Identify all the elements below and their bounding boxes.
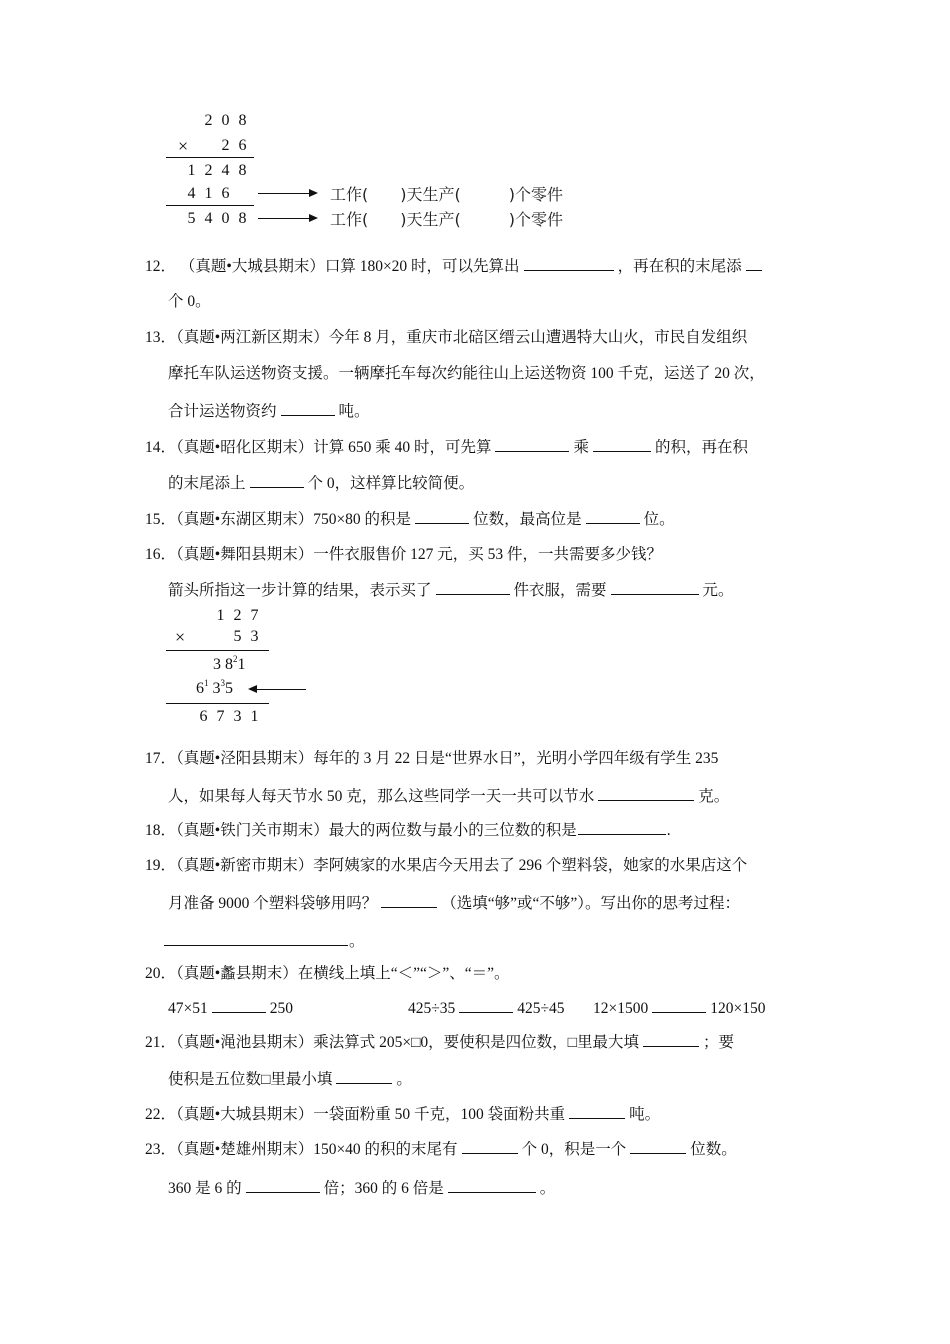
compare-2: 425÷35 425÷45 <box>408 1000 565 1017</box>
mult1-note2: 工作( )天生产( )个零件 <box>330 210 563 229</box>
mult2-multiplier: 5 3 <box>233 628 259 645</box>
answer-blank[interactable] <box>598 786 694 801</box>
rule-line <box>166 703 269 704</box>
answer-blank[interactable] <box>652 998 706 1013</box>
answer-blank[interactable] <box>436 580 510 595</box>
mult2-top: 1 2 7 <box>216 607 259 624</box>
question-13-line2: 摩托车队运送物资支援。一辆摩托车每次约能往山上运送物资 100 千克，运送了 20 次， <box>168 365 765 382</box>
answer-blank[interactable] <box>578 820 666 835</box>
compare-1: 47×51 250 <box>168 1000 293 1017</box>
answer-blank[interactable] <box>281 401 335 416</box>
answer-blank[interactable] <box>586 509 640 524</box>
rule-line <box>166 205 254 206</box>
mult2-partial2: $6^1$ $3^35$ <box>196 678 233 697</box>
compare-3: 12×1500 120×150 <box>593 1000 766 1017</box>
answer-blank[interactable] <box>164 931 348 946</box>
answer-blank[interactable] <box>643 1032 699 1047</box>
mult2-result: 6 7 3 1 <box>199 708 259 725</box>
answer-blank[interactable] <box>524 256 614 271</box>
question-15: 15．（真题•东湖区期末）750×80 的积是 位数，最高位是 位。 <box>145 511 675 528</box>
mult1-partial1: 1 2 4 8 <box>187 162 247 179</box>
question-14: 14．（真题•昭化区期末）计算 650 乘 40 时，可先算 乘 的积，再在积 <box>145 439 748 456</box>
answer-blank[interactable] <box>630 1139 686 1154</box>
question-13: 13．（真题•两江新区期末）今年 8 月，重庆市北碚区缙云山遭遇特大山火，市民自发组织 <box>145 329 748 346</box>
answer-blank[interactable] <box>246 1178 320 1193</box>
mult1-top: 2 0 8 <box>204 112 247 129</box>
question-14-line2: 的末尾添上 个 0，这样算比较简便。 <box>168 475 475 492</box>
answer-blank[interactable] <box>415 509 469 524</box>
answer-blank[interactable] <box>212 998 266 1013</box>
question-20: 20．（真题•蠡县期末）在横线上填上“＜”“＞”、“＝”。 <box>145 965 510 982</box>
question-19-line2: 月准备 9000 个塑料袋够用吗？ （选填“够”或“不够”）。写出你的思考过程： <box>168 895 741 912</box>
mult1-partial2: 4 1 6 <box>187 185 230 202</box>
mult1-result: 5 4 0 8 <box>187 210 247 227</box>
question-12-line2: 个 0。 <box>168 293 211 310</box>
answer-blank[interactable] <box>336 1069 392 1084</box>
rule-line <box>166 650 269 651</box>
answer-blank[interactable] <box>611 580 699 595</box>
mult1-note1: 工作( )天生产( )个零件 <box>330 185 563 204</box>
question-16: 16．（真题•舞阳县期末）一件衣服售价 127 元，买 53 件，一共需要多少钱？ <box>145 546 662 563</box>
times-sign: × <box>178 136 189 156</box>
answer-blank[interactable] <box>746 256 762 271</box>
question-16-line2: 箭头所指这一步计算的结果，表示买了 件衣服，需要 元。 <box>168 582 734 599</box>
question-21-line2: 使积是五位数□里最小填 。 <box>168 1071 412 1088</box>
question-17-line2: 人，如果每人每天节水 50 克，那么这些同学一天一共可以节水 克。 <box>168 788 730 805</box>
mult1-multiplier: 2 6 <box>221 137 247 154</box>
rule-line <box>166 157 254 158</box>
mult2-partial1: 3 $8^21$ <box>213 654 246 673</box>
question-22: 22．（真题•大城县期末）一袋面粉重 50 千克，100 袋面粉共重 吨。 <box>145 1106 661 1123</box>
question-21: 21．（真题•渑池县期末）乘法算式 205×□0，要使积是四位数，□里最大填 ；要 <box>145 1034 735 1051</box>
answer-blank[interactable] <box>593 437 651 452</box>
arrow-right-icon <box>258 218 316 219</box>
question-18: 18．（真题•铁门关市期末）最大的两位数与最小的三位数的积是 . <box>145 822 671 839</box>
question-23-line2: 360 是 6 的 倍；360 的 6 倍是 。 <box>168 1180 556 1197</box>
arrow-right-icon <box>258 193 316 194</box>
times-sign: × <box>175 627 186 647</box>
answer-blank[interactable] <box>462 1139 518 1154</box>
question-17: 17．（真题•泾阳县期末）每年的 3 月 22 日是“世界水日”，光明小学四年级有学生 235 <box>145 750 719 767</box>
question-13-line3: 合计运送物资约 吨。 <box>168 403 370 420</box>
answer-blank[interactable] <box>448 1178 536 1193</box>
answer-blank[interactable] <box>381 893 437 908</box>
answer-blank[interactable] <box>250 473 304 488</box>
question-19: 19．（真题•新密市期末）李阿姨家的水果店今天用去了 296 个塑料袋，她家的水果店这个 <box>145 857 748 874</box>
question-12: 12． （真题•大城县期末）口算 180×20 时，可以先算出 ，再在积的末尾添 <box>145 256 766 277</box>
answer-blank[interactable] <box>459 998 513 1013</box>
answer-blank[interactable] <box>569 1104 625 1119</box>
question-23: 23．（真题•楚雄州期末）150×40 的积的末尾有 个 0，积是一个 位数。 <box>145 1141 737 1158</box>
arrow-left-icon <box>250 689 306 690</box>
question-19-line3: 。 <box>164 931 365 952</box>
answer-blank[interactable] <box>495 437 569 452</box>
